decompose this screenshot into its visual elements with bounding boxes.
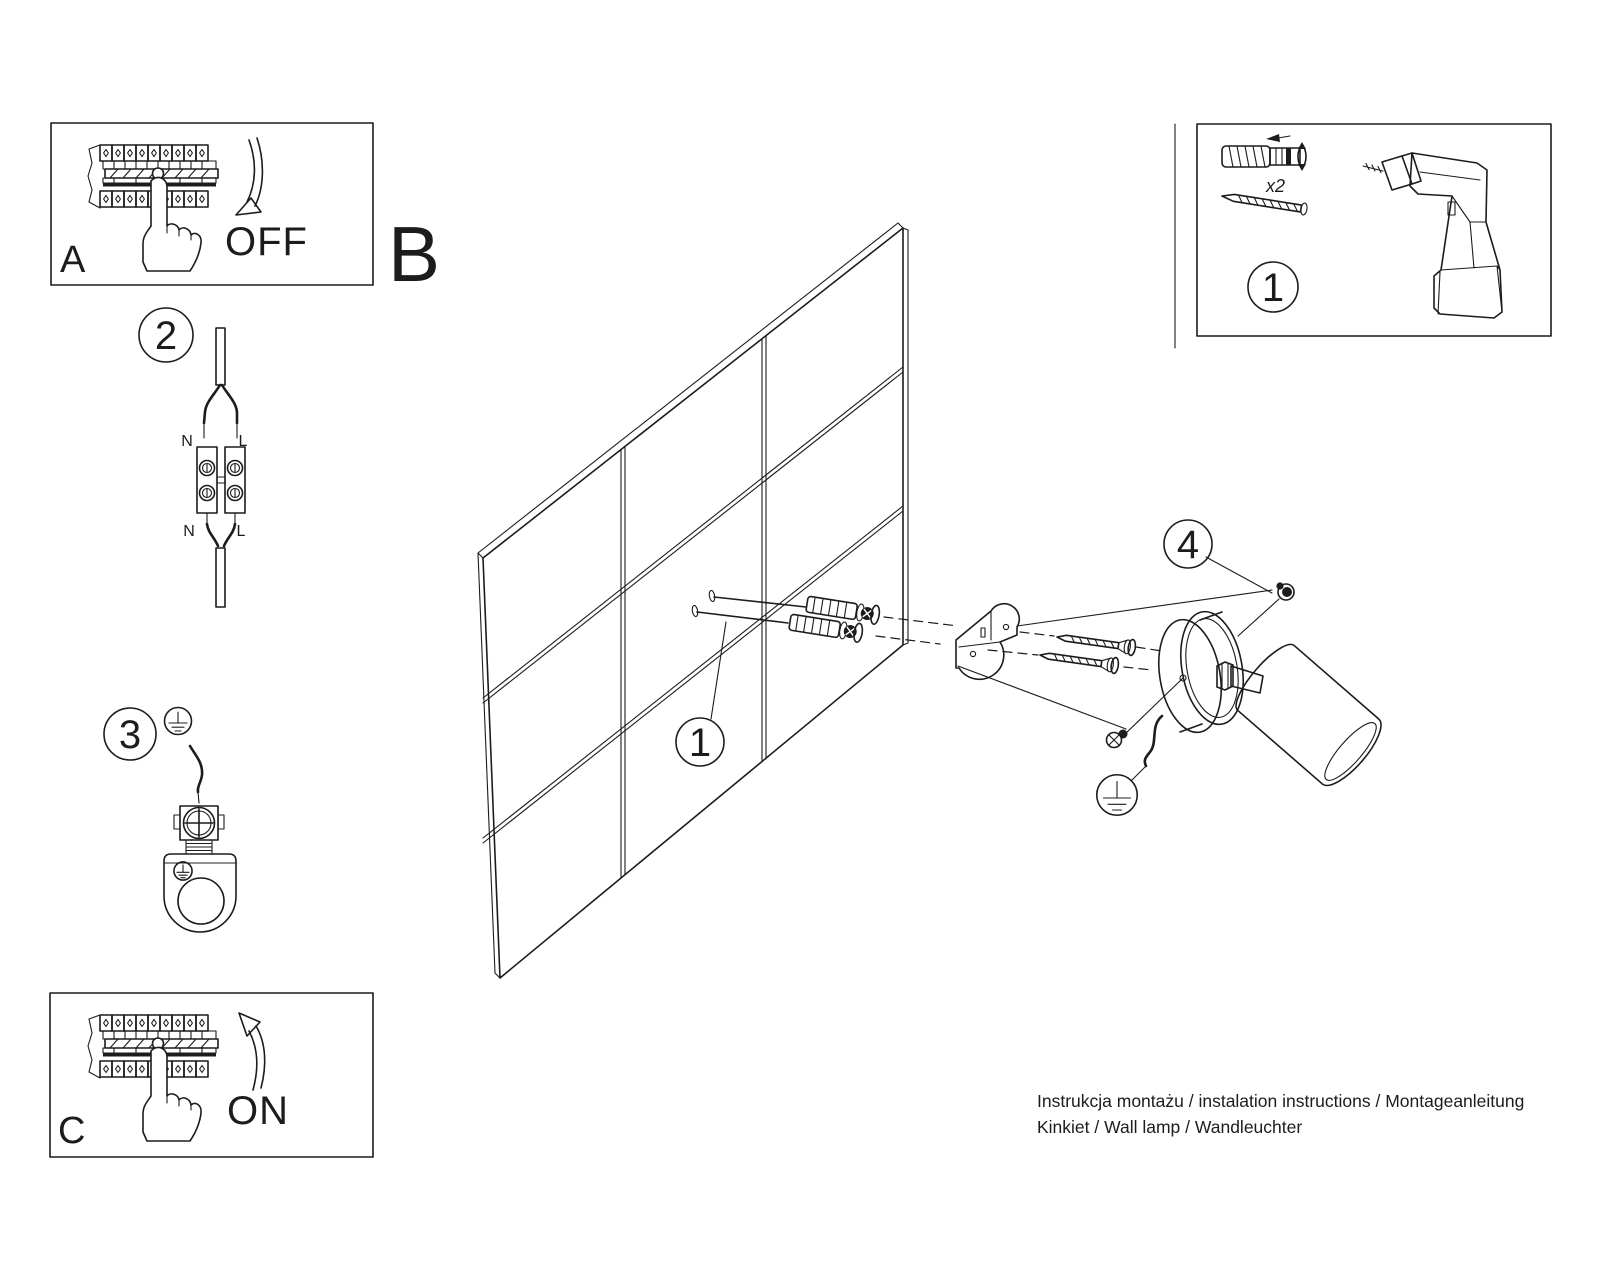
ground-symbol-icon [165,708,192,735]
wall-plug-icon [789,613,864,643]
wall-plug-with-screw-icon [1222,134,1306,171]
panel-b-label: B [388,210,441,298]
wiring-label-n-bottom: N [183,523,195,540]
terminal-block [197,447,245,513]
wall [478,223,908,978]
assembly-cone-lines [958,590,1272,729]
step3-badge: 3 [118,713,142,757]
mount-screw-step [1164,520,1294,636]
wall-fixings [676,590,881,766]
off-label: OFF [225,220,308,264]
lamp-shade [1228,637,1390,794]
tools-badge: 1 [1261,266,1285,310]
ground-terminal [174,806,224,840]
wiring-label-l-top: L [238,433,248,450]
quantity-label: x2 [1266,176,1286,196]
wire-fork-top [204,385,237,438]
terminal-screws [200,461,243,501]
tools-box-border [1197,124,1551,336]
tools-box [1175,124,1551,348]
screw-target-line [1238,599,1279,636]
cable-top [216,328,225,385]
arrow-down-icon [236,138,262,215]
footer-line1: Instrukcja montażu / instalation instructions / Montageanleitung [1037,1091,1525,1111]
step2-badge: 2 [154,314,178,358]
footer-line2: Kinkiet / Wall lamp / Wandleuchter [1037,1117,1303,1137]
cable-bottom [216,548,225,607]
step4-leader-line [1206,557,1272,593]
mounting-bracket [956,604,1019,680]
breaker-panel-icon [88,145,218,271]
panel-a-box [51,123,373,285]
ground-symbol-icon [1097,775,1138,816]
drill-icon [1363,153,1502,318]
panel-c-label: C [58,1110,86,1152]
on-label: ON [227,1089,289,1133]
wiring-label-l-bottom: L [236,523,246,540]
screw-long-icon [1221,190,1308,215]
step4-badge: 4 [1176,523,1200,567]
screw-icon [691,590,806,623]
panel-a-label: A [60,239,86,281]
step1-badge: 1 [688,721,712,765]
breaker-panel-icon [88,1015,218,1141]
tile-seams [483,336,903,878]
wiring-step [139,308,248,607]
arrow-up-icon [239,1013,265,1090]
step1-leader-line [711,622,726,719]
panel-c-border [50,993,373,1157]
ground-step [104,708,236,933]
wall-plug-icon [806,595,881,625]
wiring-label-n-top: N [181,433,193,450]
lamp-base [164,840,236,932]
wire-fork-bottom [207,513,235,546]
wall-face [483,228,903,978]
ground-symbol-icon [174,862,192,880]
panel-c-box [50,993,373,1157]
lamp-arm [1217,662,1263,693]
lamp-canopy [1151,607,1252,738]
wall-lamp [1097,607,1390,816]
lamp-cord [1131,716,1162,781]
black-screw-icon [1276,582,1294,600]
ground-wire [190,746,202,803]
